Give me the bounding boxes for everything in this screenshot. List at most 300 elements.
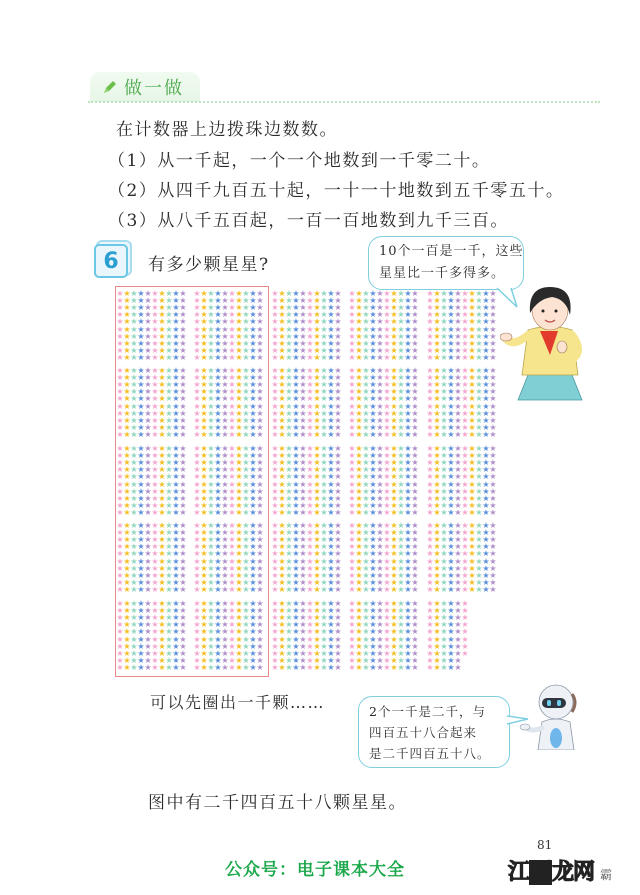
- star-icon: ★: [221, 662, 229, 672]
- star-icon: ★: [278, 507, 286, 517]
- star-icon: ★: [327, 500, 335, 510]
- star-icon: ★: [348, 486, 356, 496]
- star-icon: ★: [426, 521, 434, 530]
- star-icon: ★: [165, 648, 173, 658]
- star-icon: ★: [320, 528, 328, 538]
- problem-question: 有多少颗星星?: [148, 255, 270, 275]
- star-icon: ★: [433, 634, 441, 644]
- hint-text: 可以先圈出一千颗……: [150, 693, 326, 712]
- star-icon: ★: [271, 465, 279, 475]
- star-icon: ★: [482, 331, 490, 341]
- star-icon: ★: [151, 563, 159, 573]
- star-icon: ★: [235, 599, 243, 608]
- star-icon: ★: [348, 507, 356, 517]
- star-icon: ★: [271, 352, 279, 362]
- star-icon: ★: [369, 303, 377, 313]
- star-icon: ★: [271, 296, 279, 306]
- star-icon: ★: [348, 662, 356, 672]
- star-icon: ★: [299, 500, 307, 510]
- star-icon: ★: [306, 465, 314, 475]
- star-icon: ★: [433, 606, 441, 616]
- star-icon: ★: [249, 444, 257, 453]
- star-icon: ★: [172, 324, 180, 334]
- star-icon: ★: [440, 613, 448, 623]
- star-icon: ★: [306, 458, 314, 468]
- star-icon: ★: [320, 563, 328, 573]
- star-icon: ★: [172, 620, 180, 630]
- star-icon: ★: [165, 345, 173, 355]
- star-icon: ★: [397, 549, 405, 559]
- star-icon: ★: [179, 338, 187, 348]
- star-icon: ★: [411, 387, 419, 397]
- star-icon: ★: [482, 310, 490, 320]
- star-icon: ★: [207, 507, 215, 517]
- star-icon: ★: [468, 310, 476, 320]
- star-icon: ★: [390, 444, 398, 453]
- star-icon: ★: [228, 479, 236, 489]
- star-icon: ★: [447, 408, 455, 418]
- star-icon: ★: [214, 620, 222, 630]
- star-icon: ★: [433, 296, 441, 306]
- star-icon: ★: [165, 331, 173, 341]
- star-icon: ★: [327, 303, 335, 313]
- star-icon: ★: [397, 493, 405, 503]
- star-icon: ★: [200, 401, 208, 411]
- star-icon: ★: [123, 408, 131, 418]
- star-icon: ★: [137, 479, 145, 489]
- star-icon: ★: [355, 324, 363, 334]
- star-icon: ★: [355, 577, 363, 587]
- star-icon: ★: [447, 620, 455, 630]
- star-icon: ★: [193, 324, 201, 334]
- star-icon: ★: [228, 549, 236, 559]
- star-icon: ★: [327, 662, 335, 672]
- star-icon: ★: [390, 556, 398, 566]
- star-icon: ★: [313, 296, 321, 306]
- star-icon: ★: [116, 648, 124, 658]
- star-icon: ★: [221, 289, 229, 298]
- star-icon: ★: [411, 535, 419, 545]
- star-icon: ★: [256, 577, 264, 587]
- star-icon: ★: [214, 317, 222, 327]
- star-icon: ★: [383, 563, 391, 573]
- star-icon: ★: [447, 444, 455, 453]
- star-icon: ★: [228, 472, 236, 482]
- star-icon: ★: [130, 599, 138, 608]
- star-icon: ★: [214, 296, 222, 306]
- star-icon: ★: [362, 627, 370, 637]
- star-icon: ★: [440, 655, 448, 665]
- star-icon: ★: [334, 444, 342, 453]
- star-icon: ★: [165, 472, 173, 482]
- star-icon: ★: [454, 422, 462, 432]
- star-icon: ★: [383, 303, 391, 313]
- star-icon: ★: [468, 373, 476, 383]
- star-icon: ★: [172, 486, 180, 496]
- star-icon: ★: [130, 444, 138, 453]
- star-icon: ★: [151, 655, 159, 665]
- star-icon: ★: [362, 655, 370, 665]
- star-icon: ★: [242, 599, 250, 608]
- star-icon: ★: [271, 317, 279, 327]
- star-icon: ★: [468, 444, 476, 453]
- star-icon: ★: [214, 352, 222, 362]
- star-icon: ★: [334, 338, 342, 348]
- star-icon: ★: [200, 387, 208, 397]
- star-icon: ★: [461, 620, 469, 630]
- star-icon: ★: [172, 634, 180, 644]
- star-icon: ★: [221, 380, 229, 390]
- star-icon: ★: [235, 465, 243, 475]
- star-icon: ★: [207, 289, 215, 298]
- star-icon: ★: [433, 599, 441, 608]
- star-icon: ★: [123, 613, 131, 623]
- star-icon: ★: [404, 556, 412, 566]
- star-icon: ★: [299, 303, 307, 313]
- star-icon: ★: [214, 627, 222, 637]
- star-icon: ★: [256, 627, 264, 637]
- star-icon: ★: [249, 465, 257, 475]
- star-icon: ★: [165, 422, 173, 432]
- star-icon: ★: [320, 599, 328, 608]
- star-icon: ★: [193, 429, 201, 439]
- star-icon: ★: [228, 324, 236, 334]
- star-icon: ★: [454, 620, 462, 630]
- star-icon: ★: [299, 394, 307, 404]
- star-icon: ★: [447, 331, 455, 341]
- star-icon: ★: [454, 472, 462, 482]
- star-icon: ★: [454, 613, 462, 623]
- star-icon: ★: [179, 606, 187, 616]
- star-icon: ★: [151, 408, 159, 418]
- star-icon: ★: [116, 415, 124, 425]
- star-icon: ★: [116, 317, 124, 327]
- star-icon: ★: [130, 465, 138, 475]
- star-icon: ★: [411, 549, 419, 559]
- star-icon: ★: [214, 584, 222, 594]
- star-icon: ★: [193, 422, 201, 432]
- star-icon: ★: [271, 641, 279, 651]
- star-icon: ★: [165, 662, 173, 672]
- star-icon: ★: [440, 584, 448, 594]
- star-icon: ★: [123, 422, 131, 432]
- star-icon: ★: [299, 296, 307, 306]
- star-icon: ★: [440, 535, 448, 545]
- star-icon: ★: [144, 380, 152, 390]
- star-icon: ★: [334, 627, 342, 637]
- star-icon: ★: [313, 549, 321, 559]
- star-icon: ★: [306, 310, 314, 320]
- star-icon: ★: [158, 479, 166, 489]
- star-icon: ★: [172, 408, 180, 418]
- star-icon: ★: [348, 458, 356, 468]
- star-icon: ★: [369, 310, 377, 320]
- star-icon: ★: [200, 655, 208, 665]
- star-icon: ★: [306, 570, 314, 580]
- robot-bubble-line-2: 四百五十八合起来: [369, 725, 478, 740]
- star-icon: ★: [313, 429, 321, 439]
- star-icon: ★: [390, 627, 398, 637]
- star-icon: ★: [383, 366, 391, 375]
- star-icon: ★: [235, 521, 243, 530]
- star-icon: ★: [200, 352, 208, 362]
- star-icon: ★: [320, 549, 328, 559]
- star-icon: ★: [355, 542, 363, 552]
- star-icon: ★: [327, 429, 335, 439]
- star-icon: ★: [475, 570, 483, 580]
- star-icon: ★: [242, 465, 250, 475]
- star-icon: ★: [235, 317, 243, 327]
- star-icon: ★: [172, 352, 180, 362]
- star-icon: ★: [214, 606, 222, 616]
- star-icon: ★: [200, 599, 208, 608]
- star-icon: ★: [249, 422, 257, 432]
- star-icon: ★: [433, 352, 441, 362]
- star-icon: ★: [207, 373, 215, 383]
- star-icon: ★: [447, 458, 455, 468]
- star-icon: ★: [158, 542, 166, 552]
- star-icon: ★: [116, 458, 124, 468]
- star-icon: ★: [327, 324, 335, 334]
- star-icon: ★: [433, 479, 441, 489]
- star-icon: ★: [193, 556, 201, 566]
- star-icon: ★: [200, 606, 208, 616]
- star-icon: ★: [475, 556, 483, 566]
- star-icon: ★: [433, 429, 441, 439]
- star-icon: ★: [348, 415, 356, 425]
- star-icon: ★: [299, 373, 307, 383]
- star-icon: ★: [390, 507, 398, 517]
- star-icon: ★: [313, 380, 321, 390]
- star-icon: ★: [207, 408, 215, 418]
- star-icon: ★: [151, 500, 159, 510]
- star-icon: ★: [355, 387, 363, 397]
- star-icon: ★: [292, 296, 300, 306]
- star-icon: ★: [242, 444, 250, 453]
- star-icon: ★: [200, 521, 208, 530]
- star-icon: ★: [299, 613, 307, 623]
- star-icon: ★: [433, 655, 441, 665]
- star-icon: ★: [235, 535, 243, 545]
- star-icon: ★: [362, 528, 370, 538]
- star-icon: ★: [271, 521, 279, 530]
- star-icon: ★: [249, 641, 257, 651]
- star-icon: ★: [383, 634, 391, 644]
- star-icon: ★: [144, 500, 152, 510]
- star-icon: ★: [454, 465, 462, 475]
- star-icon: ★: [390, 479, 398, 489]
- star-icon: ★: [355, 310, 363, 320]
- star-icon: ★: [144, 648, 152, 658]
- star-icon: ★: [461, 535, 469, 545]
- star-icon: ★: [256, 662, 264, 672]
- star-icon: ★: [489, 352, 497, 362]
- star-icon: ★: [123, 641, 131, 651]
- star-icon: ★: [306, 444, 314, 453]
- star-icon: ★: [299, 387, 307, 397]
- star-icon: ★: [411, 599, 419, 608]
- star-icon: ★: [348, 303, 356, 313]
- star-icon: ★: [468, 570, 476, 580]
- star-icon: ★: [292, 380, 300, 390]
- star-icon: ★: [461, 394, 469, 404]
- star-icon: ★: [292, 507, 300, 517]
- star-icon: ★: [454, 662, 462, 672]
- star-icon: ★: [256, 380, 264, 390]
- star-icon: ★: [172, 627, 180, 637]
- star-icon: ★: [221, 373, 229, 383]
- star-icon: ★: [207, 310, 215, 320]
- star-icon: ★: [144, 655, 152, 665]
- star-icon: ★: [397, 507, 405, 517]
- star-icon: ★: [130, 493, 138, 503]
- star-icon: ★: [292, 500, 300, 510]
- star-icon: ★: [214, 472, 222, 482]
- star-icon: ★: [137, 366, 145, 375]
- star-icon: ★: [158, 422, 166, 432]
- star-icon: ★: [158, 634, 166, 644]
- star-icon: ★: [348, 556, 356, 566]
- star-icon: ★: [404, 599, 412, 608]
- star-icon: ★: [334, 380, 342, 390]
- star-icon: ★: [475, 479, 483, 489]
- star-icon: ★: [116, 606, 124, 616]
- star-icon: ★: [193, 662, 201, 672]
- star-icon: ★: [348, 296, 356, 306]
- star-icon: ★: [292, 472, 300, 482]
- star-icon: ★: [447, 366, 455, 375]
- star-icon: ★: [235, 549, 243, 559]
- star-icon: ★: [278, 352, 286, 362]
- star-icon: ★: [383, 648, 391, 658]
- star-icon: ★: [285, 366, 293, 375]
- star-icon: ★: [362, 535, 370, 545]
- star-icon: ★: [165, 394, 173, 404]
- star-icon: ★: [426, 507, 434, 517]
- star-icon: ★: [137, 641, 145, 651]
- star-icon: ★: [130, 373, 138, 383]
- star-icon: ★: [214, 507, 222, 517]
- star-icon: ★: [116, 613, 124, 623]
- star-icon: ★: [285, 613, 293, 623]
- star-icon: ★: [383, 444, 391, 453]
- star-icon: ★: [327, 366, 335, 375]
- star-icon: ★: [137, 627, 145, 637]
- star-icon: ★: [235, 584, 243, 594]
- star-icon: ★: [158, 521, 166, 530]
- star-icon: ★: [242, 289, 250, 298]
- star-icon: ★: [369, 563, 377, 573]
- star-icon: ★: [193, 415, 201, 425]
- star-icon: ★: [404, 662, 412, 672]
- star-icon: ★: [334, 563, 342, 573]
- star-icon: ★: [334, 528, 342, 538]
- star-icon: ★: [306, 429, 314, 439]
- star-icon: ★: [461, 599, 469, 608]
- star-icon: ★: [320, 521, 328, 530]
- star-icon: ★: [404, 317, 412, 327]
- star-icon: ★: [334, 556, 342, 566]
- star-icon: ★: [137, 296, 145, 306]
- star-icon: ★: [116, 493, 124, 503]
- star-icon: ★: [193, 345, 201, 355]
- star-icon: ★: [271, 380, 279, 390]
- star-icon: ★: [327, 486, 335, 496]
- star-icon: ★: [461, 451, 469, 461]
- star-icon: ★: [116, 366, 124, 375]
- star-icon: ★: [468, 542, 476, 552]
- star-icon: ★: [362, 451, 370, 461]
- star-icon: ★: [292, 627, 300, 637]
- star-icon: ★: [447, 535, 455, 545]
- star-icon: ★: [193, 535, 201, 545]
- star-icon: ★: [433, 317, 441, 327]
- star-icon: ★: [482, 415, 490, 425]
- star-icon: ★: [235, 303, 243, 313]
- star-icon: ★: [348, 570, 356, 580]
- star-icon: ★: [172, 577, 180, 587]
- star-icon: ★: [411, 338, 419, 348]
- star-icon: ★: [235, 472, 243, 482]
- star-icon: ★: [200, 648, 208, 658]
- star-icon: ★: [151, 535, 159, 545]
- star-icon: ★: [179, 556, 187, 566]
- star-icon: ★: [151, 613, 159, 623]
- star-icon: ★: [320, 345, 328, 355]
- star-icon: ★: [461, 472, 469, 482]
- star-icon: ★: [468, 528, 476, 538]
- star-icon: ★: [376, 458, 384, 468]
- star-icon: ★: [348, 331, 356, 341]
- star-icon: ★: [214, 401, 222, 411]
- star-icon: ★: [116, 401, 124, 411]
- star-icon: ★: [404, 451, 412, 461]
- star-icon: ★: [179, 352, 187, 362]
- star-icon: ★: [369, 620, 377, 630]
- star-icon: ★: [207, 331, 215, 341]
- star-icon: ★: [193, 563, 201, 573]
- star-icon: ★: [242, 373, 250, 383]
- star-icon: ★: [433, 556, 441, 566]
- star-icon: ★: [228, 606, 236, 616]
- star-icon: ★: [193, 641, 201, 651]
- star-icon: ★: [221, 577, 229, 587]
- star-icon: ★: [144, 577, 152, 587]
- star-icon: ★: [242, 331, 250, 341]
- star-icon: ★: [200, 472, 208, 482]
- star-icon: ★: [327, 563, 335, 573]
- star-icon: ★: [228, 373, 236, 383]
- star-icon: ★: [271, 451, 279, 461]
- star-icon: ★: [334, 387, 342, 397]
- star-icon: ★: [362, 401, 370, 411]
- star-icon: ★: [447, 303, 455, 313]
- star-icon: ★: [137, 570, 145, 580]
- star-icon: ★: [390, 310, 398, 320]
- star-icon: ★: [158, 465, 166, 475]
- star-icon: ★: [369, 486, 377, 496]
- star-icon: ★: [123, 627, 131, 637]
- star-icon: ★: [235, 394, 243, 404]
- star-icon: ★: [440, 521, 448, 530]
- star-icon: ★: [320, 641, 328, 651]
- star-icon: ★: [130, 542, 138, 552]
- star-icon: ★: [193, 493, 201, 503]
- star-icon: ★: [313, 387, 321, 397]
- star-icon: ★: [362, 493, 370, 503]
- star-icon: ★: [313, 401, 321, 411]
- star-icon: ★: [172, 317, 180, 327]
